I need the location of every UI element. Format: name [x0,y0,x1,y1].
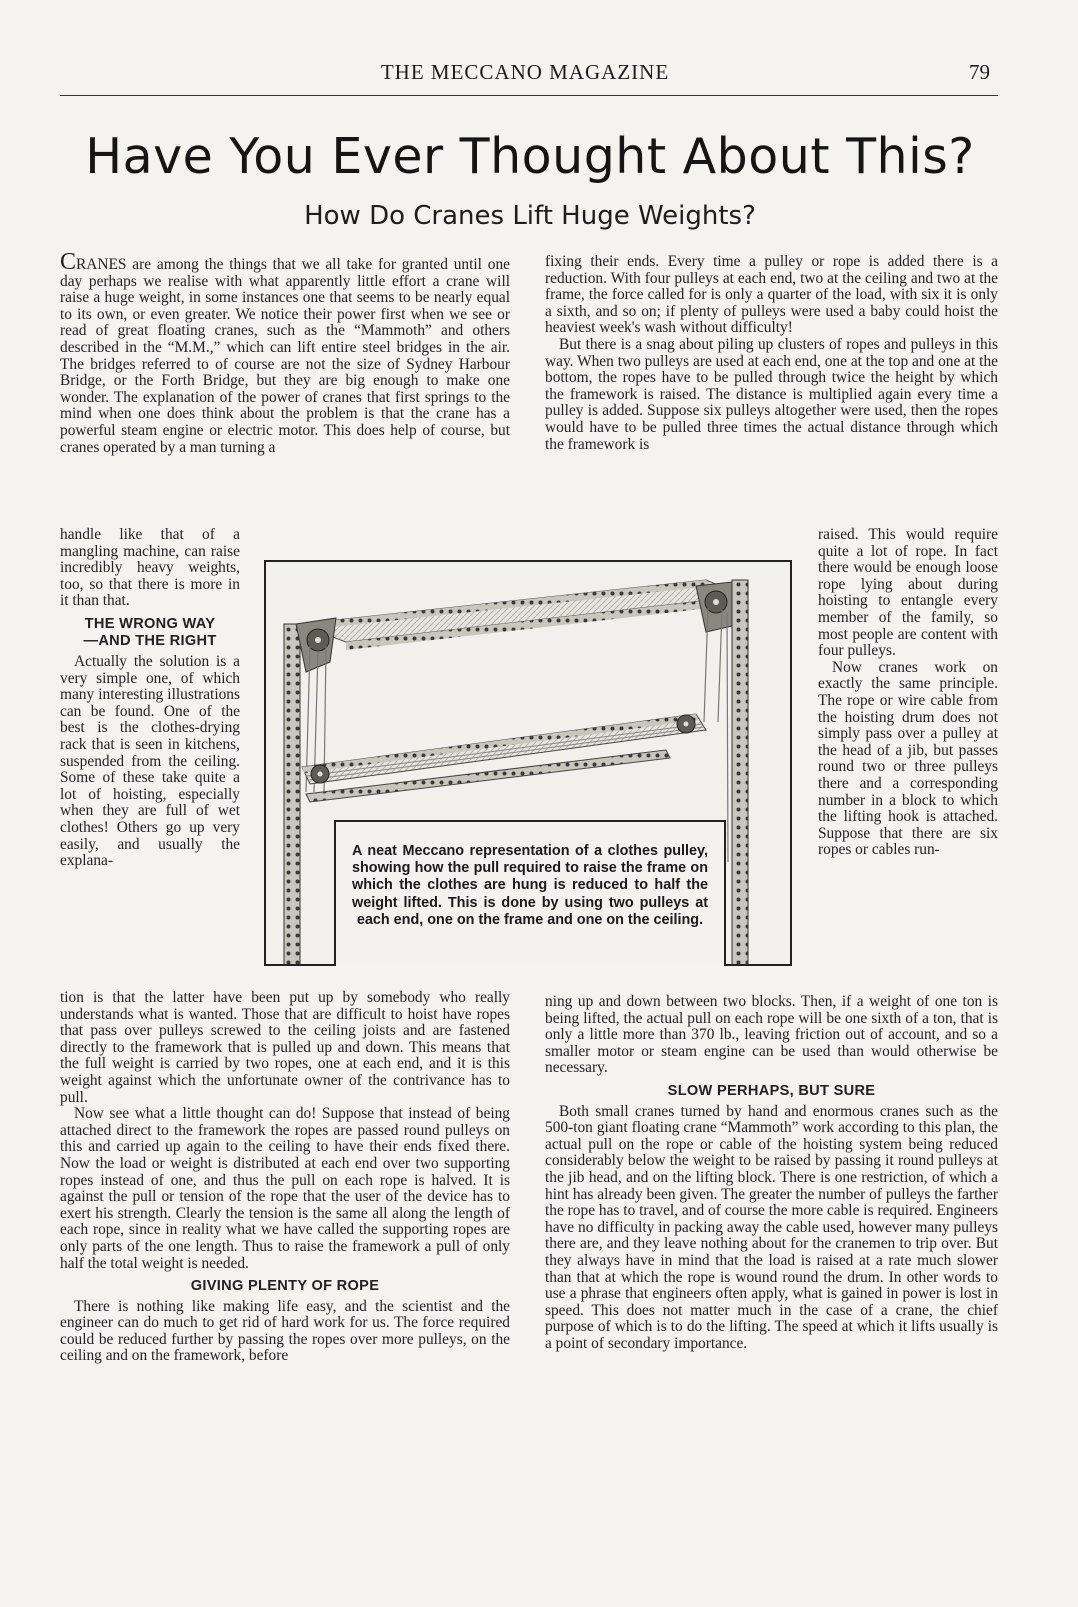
subhead-slow-sure: SLOW PERHAPS, BUT SURE [667,1082,876,1099]
subhead-giving-rope: GIVING PLENTY OF ROPE [190,1278,380,1295]
left-column-top [60,249,510,456]
paragraph: tion is that the latter have been put up by somebody who really understands what is wanted. Those that are difficult to hoist have ropes that pass over pulleys screwed to the ceiling joists and are fastened directly to the framework that is pulled up and down. This means that the full weight is carried by two ropes, one at each end, and it is this weight against which the unfortunate owner of the contrivance has to pull. [60,989,510,1106]
article-subtitle: How Do Cranes Lift Huge Weights? [304,201,756,231]
left-column-side [60,527,240,870]
magazine-name: THE MECCANO MAGAZINE [380,60,670,84]
figure-caption: A neat Meccano representation of a clothes pulley, showing how the pull required to raise the frame on which the clothes are hung is reduced to half the weight lifted. This is done by using two pulleys at each end, one on the frame and one on the ceiling. [352,843,708,928]
header-rule [60,95,998,96]
paragraph: CRANES are among the things that we all take for granted until one day perhaps we realise with what apparently little effort a crane will raise a huge weight, in some instances one that seems to be nearly equal to its own, or even greater. We notice their power first when we see or read of great floating cranes, such as the “Mammoth” and others described in the “M.M.,” which can lift entire steel bridges in the air. The bridges referred to of course are not the size of Sydney Harbour Bridge, or the Forth Bridge, but they are big enough to make one wonder. The explanation of the power of cranes that first springs to the mind when one does think about the problem is that the crane has a powerful steam engine or electric motor. This does help of course, but cranes operated by a man turning a [60,249,510,456]
drop-cap: C [60,249,77,275]
article-title: Have You Ever Thought About This? [85,128,975,185]
paragraph: handle like that of a mangling machine, can raise incredibly heavy weights, too, so that there is more in it than that. [60,526,240,610]
paragraph: Both small cranes turned by hand and enormous cranes such as the 500-ton giant floating crane “Mammoth” work according to this plan, the actual pull on the rope or cable of the hoisting system being reduced considerably below the weight to be raised by passing it round pulleys at the jib head, and on the lifting block. There is one restriction, of which a hint has already been given. The greater the number of pulleys the farther the rope has to travel, and of course the more cable is required. Engineers have no difficulty in packing away the cable used, however many pulleys there are, and they leave nothing about for the cranemen to trip over. But they always have in mind that the load is raised at a rate much slower than that at which the rope is wound round the drum. In other words to use a phrase that engineers often apply, what is gained in power is lost in speed. This does not matter much in the case of a crane, the chief purpose of which is to do the lifting. The speed at which it lifts usually is a point of secondary importance. [545,1102,998,1352]
paragraph: There is nothing like making life easy, and the scientist and the engineer can do much to get rid of hard work for us. The force required could be reduced further by passing the ropes over more pulleys, on the ceiling and on the framework, before [60,1297,510,1365]
running-head [60,60,990,88]
subhead-wrong-way: THE WRONG WAY—AND THE RIGHT [83,615,217,649]
paragraph: But there is a snag about piling up clusters of ropes and pulleys in this way. When two pulleys are used at each end, one at the top and one at the bottom, the ropes have to be pulled through twice the height by which the framework is raised. The distance is multiplied again every time a pulley is added. Suppose six pulleys altogether were used, then the ropes would have to be pulled three times the actual distance through which the framework is [545,335,998,453]
paragraph: Now cranes work on exactly the same principle. The rope or wire cable from the hoisting drum does not simply pass over a pulley at the head of a jib, but passes round two or three pulleys there and a corresponding number in a block to which the lifting hook is attached. Suppose that there are six ropes or cables run- [818,658,998,859]
right-column-top [545,254,998,453]
paragraph: ning up and down between two blocks. Then, if a weight of one ton is being lifted, the actual pull on each rope will be one sixth of a ton, that is only a little more than 370 lb., leaving friction out of account, and so a smaller motor or steam engine can be used than would otherwise be necessary. [545,993,998,1077]
page-number: 79 [969,60,990,84]
paragraph: fixing their ends. Every time a pulley or rope is added there is a reduction. With four pulleys at each end, two at the ceiling and two at the frame, the force called for is only a quarter of the load, with six it is only a sixth, and so on; if plenty of pulleys were used a baby could hoist the heaviest week's wash without difficulty! [545,253,998,337]
paragraph: raised. This would require quite a lot of rope. In fact there would be enough loose rope lying about during hoisting to entangle every member of the family, so most people are content with four pulleys. [818,526,998,660]
right-column-side [818,527,998,859]
right-column-bottom [545,994,998,1352]
left-column-bottom [60,990,510,1365]
paragraph: Actually the solution is a very simple one, of which many interesting illustrations can be found. One of the best is the clothes-drying rack that is seen in kitchens, suspended from the ceiling. Some of these take quite a lot of hoisting, especially when they are full of wet clothes! Others go up very easily, and usually the explana- [60,652,240,870]
paragraph: Now see what a little thought can do! Suppose that instead of being attached direct to the framework the ropes are passed round pulleys on this and carried up again to the ceiling to have their ends fixed there. Now the load or weight is distributed at each end over two supporting ropes instead of one, and thus the pull on each rope is halved. It is against the pull or tension of the rope that the user of the device has to exert his strength. Clearly the tension is the same all along the length of each rope, since in reality what we have called the supporting ropes are only parts of the one length. Thus to raise the framework a pull of only half the total weight is needed. [60,1105,510,1272]
